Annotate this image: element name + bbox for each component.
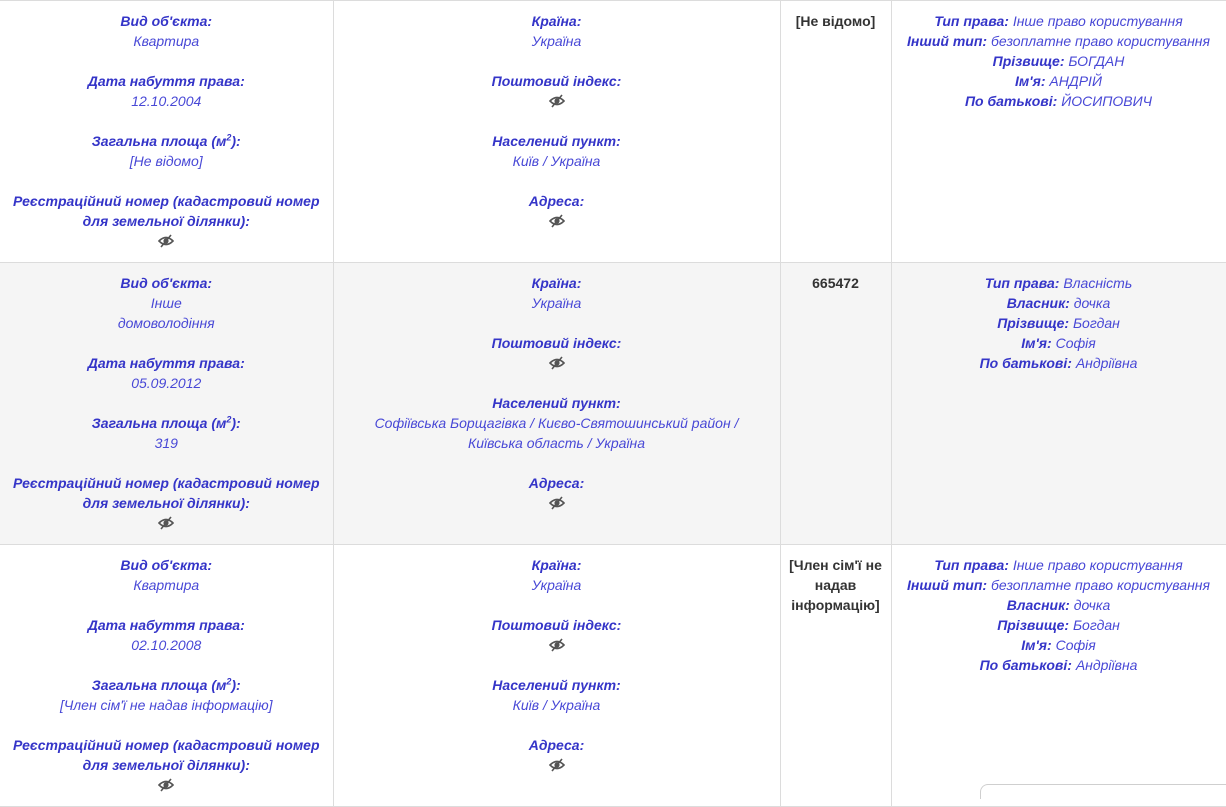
surname	[900, 51, 1218, 71]
owner-label: Власник:	[1006, 597, 1070, 613]
right-type-label: Тип права:	[934, 13, 1009, 29]
postal-index-label: Поштовий індекс:	[491, 617, 622, 633]
right-type-label: Тип права:	[984, 275, 1060, 291]
patronymic-label: По батькові:	[979, 657, 1072, 673]
owner-value: дочка	[1073, 295, 1111, 311]
object-type-extra: домоволодіння	[117, 315, 215, 331]
settlement-label: Населений пункт:	[492, 677, 621, 693]
amount-value: 665472	[812, 275, 859, 291]
country-value: Україна	[531, 33, 582, 49]
reg-number-label: Реєстраційний номер (кадастровий номер для земельної ділянки):	[12, 737, 320, 773]
first-name-label: Ім'я:	[1021, 637, 1052, 653]
acquisition-date-value: 02.10.2008	[131, 637, 202, 653]
patronymic-value: ЙОСИПОВИЧ	[1061, 93, 1153, 109]
patronymic-value: Андріївна	[1075, 355, 1138, 371]
owner-label: Власник:	[1006, 295, 1070, 311]
acquisition-date-label: Дата набуття права:	[87, 617, 245, 633]
surname-value: БОГДАН	[1068, 53, 1125, 69]
surname-label: Прізвище:	[997, 315, 1070, 331]
object-type-label: Вид об'єкта:	[120, 275, 213, 291]
surname-label: Прізвище:	[997, 617, 1070, 633]
eye-crossed-icon[interactable]	[548, 353, 566, 373]
settlement-value: Київ / Україна	[512, 697, 601, 713]
total-area-value: [Член сім'ї не надав інформацію]	[59, 697, 273, 713]
patronymic-label: По батькові:	[979, 355, 1072, 371]
reg-number-label: Реєстраційний номер (кадастровий номер для земельної ділянки):	[12, 475, 320, 511]
postal-index-label: Поштовий індекс:	[491, 335, 622, 351]
settlement-label: Населений пункт:	[492, 395, 621, 411]
patronymic-value: Андріївна	[1075, 657, 1138, 673]
right-type-label: Тип права:	[934, 557, 1009, 573]
total-area-label: Загальна площа $(м^2)$:	[91, 132, 241, 149]
eye-crossed-icon[interactable]	[157, 513, 175, 533]
total-area-label: Загальна площа $(м^2)$:	[91, 676, 241, 693]
postal-index-label: Поштовий індекс:	[491, 73, 622, 89]
reg-number-label: Реєстраційний номер (кадастровий номер для земельної ділянки):	[12, 193, 320, 229]
rights-cell	[891, 263, 1226, 545]
first-name-value: Софія	[1055, 637, 1096, 653]
acquisition-date-value: 12.10.2004	[131, 93, 202, 109]
first-name-label: Ім'я:	[1021, 335, 1052, 351]
patronymic	[900, 353, 1218, 373]
right-type-value: Власність	[1063, 275, 1133, 291]
total-area-label: Загальна площа $(м^2)$:	[91, 414, 241, 431]
owner-value: дочка	[1073, 597, 1111, 613]
other-type-value: безоплатне право користування	[990, 577, 1210, 593]
right-type	[900, 273, 1218, 293]
location-cell	[333, 263, 780, 545]
country-label: Країна:	[531, 13, 582, 29]
right-type-value: Інше право користування	[1012, 13, 1183, 29]
property-table-body	[0, 1, 1226, 807]
amount-cell	[780, 1, 891, 263]
eye-crossed-icon[interactable]	[548, 493, 566, 513]
location-cell	[333, 1, 780, 263]
address-label: Адреса:	[528, 193, 585, 209]
right-type	[900, 11, 1218, 31]
first-name	[900, 333, 1218, 353]
floating-panel-edge	[980, 784, 1226, 799]
table-row	[0, 263, 1226, 545]
other-type-value: безоплатне право користування	[990, 33, 1210, 49]
other-type-label: Інший тип:	[907, 33, 988, 49]
owner	[900, 293, 1218, 313]
first-name-value: Софія	[1055, 335, 1096, 351]
patronymic	[900, 655, 1218, 675]
address-label: Адреса:	[528, 737, 585, 753]
eye-crossed-icon[interactable]	[157, 231, 175, 251]
surname	[900, 615, 1218, 635]
owner	[900, 595, 1218, 615]
location-cell	[333, 545, 780, 807]
address-label: Адреса:	[528, 475, 585, 491]
surname	[900, 313, 1218, 333]
patronymic-label: По батькові:	[964, 93, 1058, 109]
eye-crossed-icon[interactable]	[548, 635, 566, 655]
settlement-value: Київ / Україна	[512, 153, 601, 169]
country-value: Україна	[531, 577, 582, 593]
first-name	[900, 635, 1218, 655]
settlement-label: Населений пункт:	[492, 133, 621, 149]
first-name	[900, 71, 1218, 91]
object-type-value: Квартира	[133, 33, 200, 49]
object-type-label: Вид об'єкта:	[120, 557, 213, 573]
object-cell	[0, 263, 333, 545]
surname-value: Богдан	[1072, 617, 1120, 633]
right-type	[900, 555, 1218, 575]
object-cell	[0, 1, 333, 263]
object-type-value: Інше	[150, 295, 182, 311]
country-label: Країна:	[531, 275, 582, 291]
other-type	[900, 31, 1218, 51]
eye-crossed-icon[interactable]	[548, 91, 566, 111]
acquisition-date-label: Дата набуття права:	[87, 355, 245, 371]
object-cell	[0, 545, 333, 807]
acquisition-date-label: Дата набуття права:	[87, 73, 245, 89]
object-type-label: Вид об'єкта:	[120, 13, 213, 29]
other-type	[900, 575, 1218, 595]
first-name-value: АНДРІЙ	[1049, 73, 1102, 89]
right-type-value: Інше право користування	[1012, 557, 1183, 573]
other-type-label: Інший тип:	[907, 577, 988, 593]
country-label: Країна:	[531, 557, 582, 573]
eye-crossed-icon[interactable]	[548, 755, 566, 775]
table-row	[0, 545, 1226, 807]
acquisition-date-value: 05.09.2012	[131, 375, 202, 391]
rights-cell	[891, 1, 1226, 263]
amount-cell	[780, 545, 891, 807]
eye-crossed-icon[interactable]	[548, 211, 566, 231]
table-row	[0, 1, 1226, 263]
amount-value: [Член сім'ї не надав інформацію]	[789, 557, 882, 613]
total-area-value: 319	[154, 435, 178, 451]
first-name-label: Ім'я:	[1015, 73, 1046, 89]
amount-value: [Не відомо]	[795, 13, 876, 29]
amount-cell	[780, 263, 891, 545]
rights-cell	[891, 545, 1226, 807]
object-type-value: Квартира	[133, 577, 200, 593]
eye-crossed-icon[interactable]	[157, 775, 175, 795]
country-value: Україна	[531, 295, 582, 311]
total-area-value: [Не відомо]	[129, 153, 203, 169]
surname-value: Богдан	[1072, 315, 1120, 331]
surname-label: Прізвище:	[992, 53, 1065, 69]
settlement-value: Софіївська Борщагівка / Києво-Святошинський район / Київська область / Україна	[374, 415, 739, 451]
patronymic	[900, 91, 1218, 111]
